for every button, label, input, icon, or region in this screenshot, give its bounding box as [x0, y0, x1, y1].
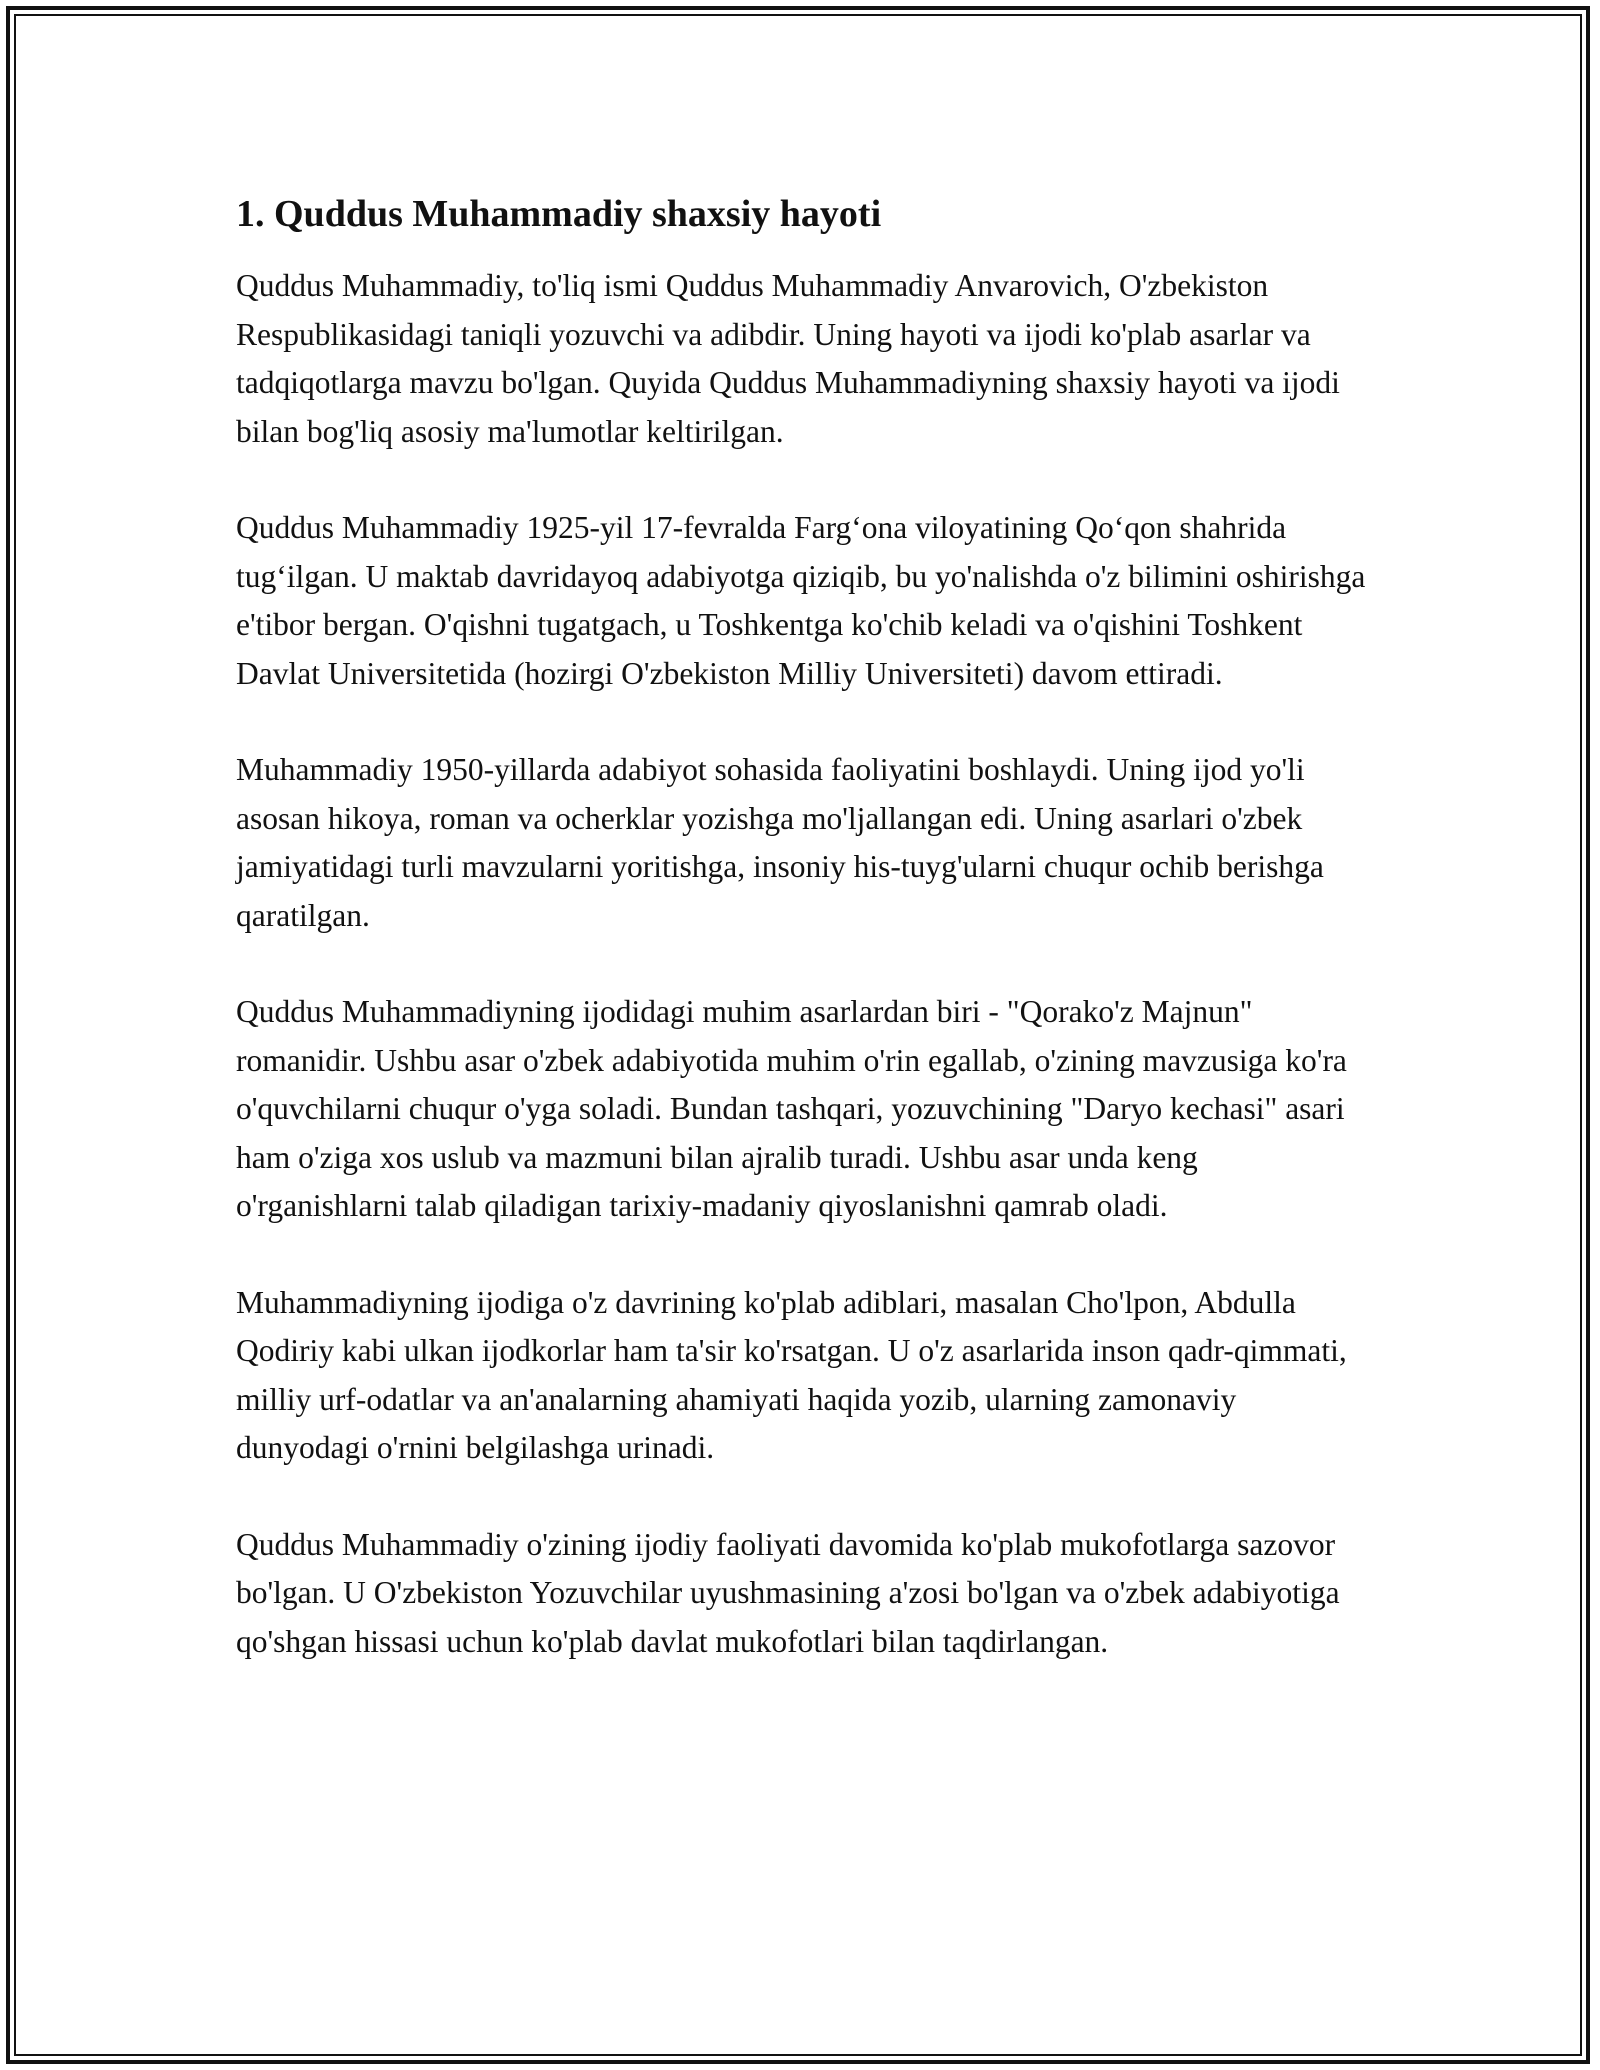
document-body	[236, 188, 1376, 1714]
paragraph-career-start: Muhammadiy 1950-yillarda adabiyot sohasida faoliyatini boshlaydi. Uning ijod yo'li asosan hikoya, roman va ocherklar yozishga mo'ljallangan edi. Uning asarlari o'zbek jamiyatidagi turli mavzularni yoritishga, insoniy his-tuyg'ularni chuqur ochib berishga qaratilgan.	[236, 752, 1324, 933]
paragraph-early-life: Quddus Muhammadiy 1925-yil 17-fevralda Farg‘ona viloyatining Qo‘qon shahrida tug‘ilgan. U maktab davridayoq adabiyotga qiziqib, bu yo'nalishda o'z bilimini oshirishga e'tibor bergan. O'qishni tugatgach, u Toshkentga ko'chib keladi va o'qishini Toshkent Davlat Universitetida (hozirgi O'zbekiston Milliy Universiteti) davom ettiradi.	[236, 510, 1366, 691]
paragraph-major-works: Quddus Muhammadiyning ijodidagi muhim asarlardan biri - "Qorako'z Majnun" romanidir. Ushbu asar o'zbek adabiyotida muhim o'rin egallab, o'zining mavzusiga ko'ra o'quvchilarni chuqur o'yga soladi. Bundan tashqari, yozuvchining "Daryo kechasi" asari ham o'ziga xos uslub va mazmuni bilan ajralib turadi. Ushbu asar unda keng o'rganishlarni talab qiladigan tarixiy-madaniy qiyoslanishni qamrab oladi.	[236, 994, 1347, 1223]
paragraph-intro: Quddus Muhammadiy, to'liq ismi Quddus Muhammadiy Anvarovich, O'zbekiston Respublikasidagi taniqli yozuvchi va adibdir. Uning hayoti va ijodi ko'plab asarlar va tadqiqotlarga mavzu bo'lgan. Quyida Quddus Muhammadiyning shaxsiy hayoti va ijodi bilan bog'liq asosiy ma'lumotlar keltirilgan.	[236, 268, 1340, 449]
section-heading: 1. Quddus Muhammadiy shaxsiy hayoti	[236, 193, 882, 235]
paragraph-awards: Quddus Muhammadiy o'zining ijodiy faoliyati davomida ko'plab mukofotlarga sazovor bo'lgan. U O'zbekiston Yozuvchilar uyushmasining a'zosi bo'lgan va o'zbek adabiyotiga qo'shgan hissasi uchun ko'plab davlat mukofotlari bilan taqdirlangan.	[236, 1526, 1340, 1659]
paragraph-influences: Muhammadiyning ijodiga o'z davrining ko'plab adiblari, masalan Cho'lpon, Abdulla Qodiriy kabi ulkan ijodkorlar ham ta'sir ko'rsatgan. U o'z asarlarida inson qadr-qimmati, milliy urf-odatlar va an'analarning ahamiyati haqida yozib, ularning zamonaviy dunyodagi o'rnini belgilashga urinadi.	[236, 1284, 1347, 1465]
